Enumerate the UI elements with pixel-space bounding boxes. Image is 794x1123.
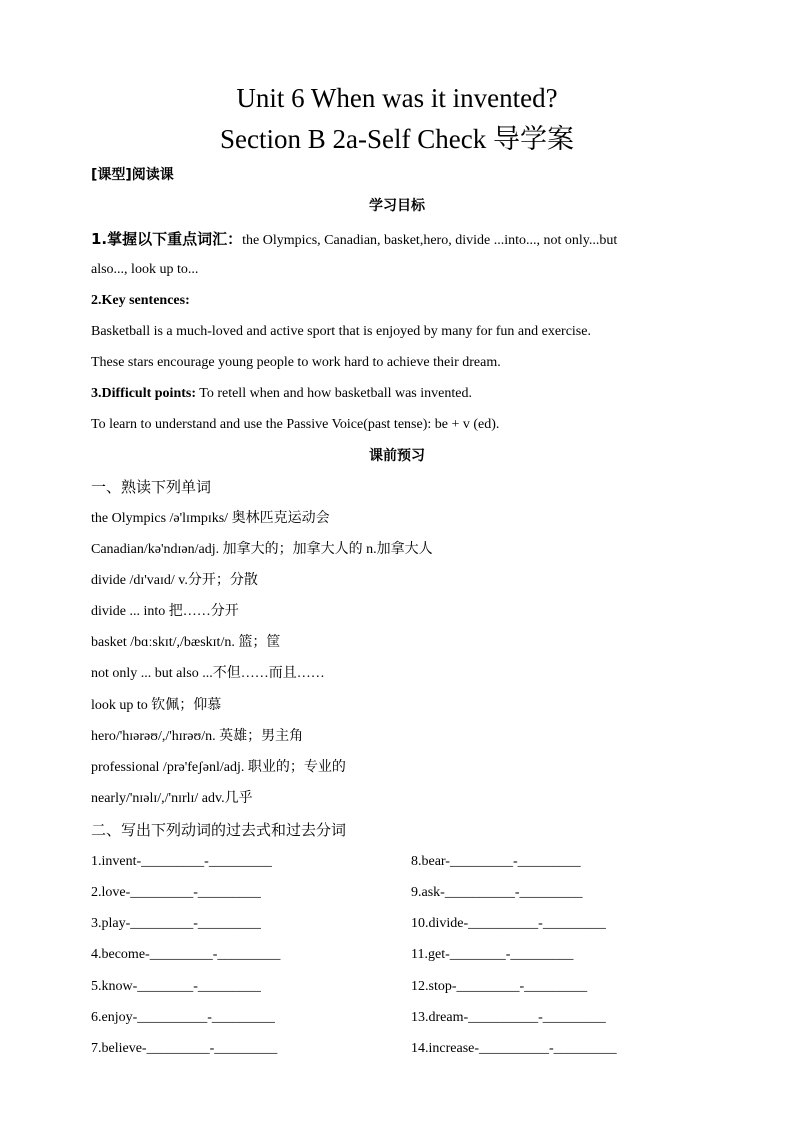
vocab-item: basket /bɑːskɪt/,/bæskɪt/n. 篮；筐 <box>91 635 281 650</box>
goal-2-sentence-1: Basketball is a much-loved and active sport that is enjoyed by many for fun and exercise. <box>91 324 591 339</box>
verb-exercise-right: 9.ask-__________-_________ <box>411 885 583 900</box>
verb-exercise-right: 12.stop-_________-_________ <box>411 979 588 994</box>
section-1-heading: 一、熟读下列单词 <box>91 478 212 496</box>
goal-3 <box>91 385 731 403</box>
goal-3-text: To retell when and how basketball was invented. <box>196 386 472 401</box>
vocab-item: divide ... into 把……分开 <box>91 604 239 619</box>
title-line-1: Unit 6 When was it invented? <box>236 83 558 113</box>
vocab-item: look up to 钦佩；仰慕 <box>91 698 222 713</box>
verb-exercise-left: 3.play-_________-_________ <box>91 916 261 931</box>
vocab-item: divide /dɪ'vaɪd/ v.分开；分散 <box>91 573 258 588</box>
goal-3-label: 3.Difficult points: <box>91 386 196 401</box>
vocab-item: the Olympics /ə'lɪmpɪks/ 奥林匹克运动会 <box>91 511 330 526</box>
title-line-2: Section B 2a-Self Check 导学案 <box>220 124 574 154</box>
verb-exercise-right: 11.get-________-_________ <box>411 947 574 962</box>
verb-exercise-left: 5.know-________-_________ <box>91 979 261 994</box>
vocab-item: hero/'hɪərəʊ/,/'hɪrəʊ/n. 英雄；男主角 <box>91 729 304 744</box>
heading-preview: 课前预习 <box>369 448 425 464</box>
goal-1-label: 1.掌握以下重点词汇： <box>91 230 243 248</box>
goal-1 <box>91 230 731 250</box>
verb-exercise-left: 2.love-_________-_________ <box>91 885 261 900</box>
vocab-item: nearly/'nɪəlɪ/,/'nɪrlɪ/ adv.几乎 <box>91 791 253 806</box>
goal-3-text-2: To learn to understand and use the Passive Voice(past tense): be + v (ed). <box>91 417 500 432</box>
verb-exercise-left: 1.invent-_________-_________ <box>91 854 272 869</box>
goal-2-sentence-2: These stars encourage young people to work hard to achieve their dream. <box>91 355 501 370</box>
vocab-item: Canadian/kə'ndɪən/adj. 加拿大的；加拿大人的 n.加拿大人 <box>91 542 433 557</box>
verb-exercise-right: 8.bear-_________-_________ <box>411 854 581 869</box>
heading-learning-goals: 学习目标 <box>369 198 425 214</box>
verb-exercise-right: 10.divide-__________-_________ <box>411 916 606 931</box>
verb-exercise-left: 6.enjoy-__________-_________ <box>91 1010 275 1025</box>
verb-exercise-right: 13.dream-__________-_________ <box>411 1010 606 1025</box>
goal-2-label: 2.Key sentences: <box>91 293 190 308</box>
verb-exercise-left: 4.become-_________-_________ <box>91 947 281 962</box>
section-2-heading: 二、写出下列动词的过去式和过去分词 <box>91 821 347 839</box>
vocab-item: not only ... but also ...不但……而且…… <box>91 666 325 681</box>
verb-exercise-right: 14.increase-__________-_________ <box>411 1041 617 1056</box>
vocab-item: professional /prə'feʃənl/adj. 职业的；专业的 <box>91 760 346 775</box>
verb-exercise-left: 7.believe-_________-_________ <box>91 1041 278 1056</box>
goal-1-continued: also..., look up to... <box>91 262 199 277</box>
course-type: [课型]阅读课 <box>91 167 174 183</box>
goal-1-text: the Olympics, Canadian, basket,hero, divide ...into..., not only...but <box>242 233 618 248</box>
